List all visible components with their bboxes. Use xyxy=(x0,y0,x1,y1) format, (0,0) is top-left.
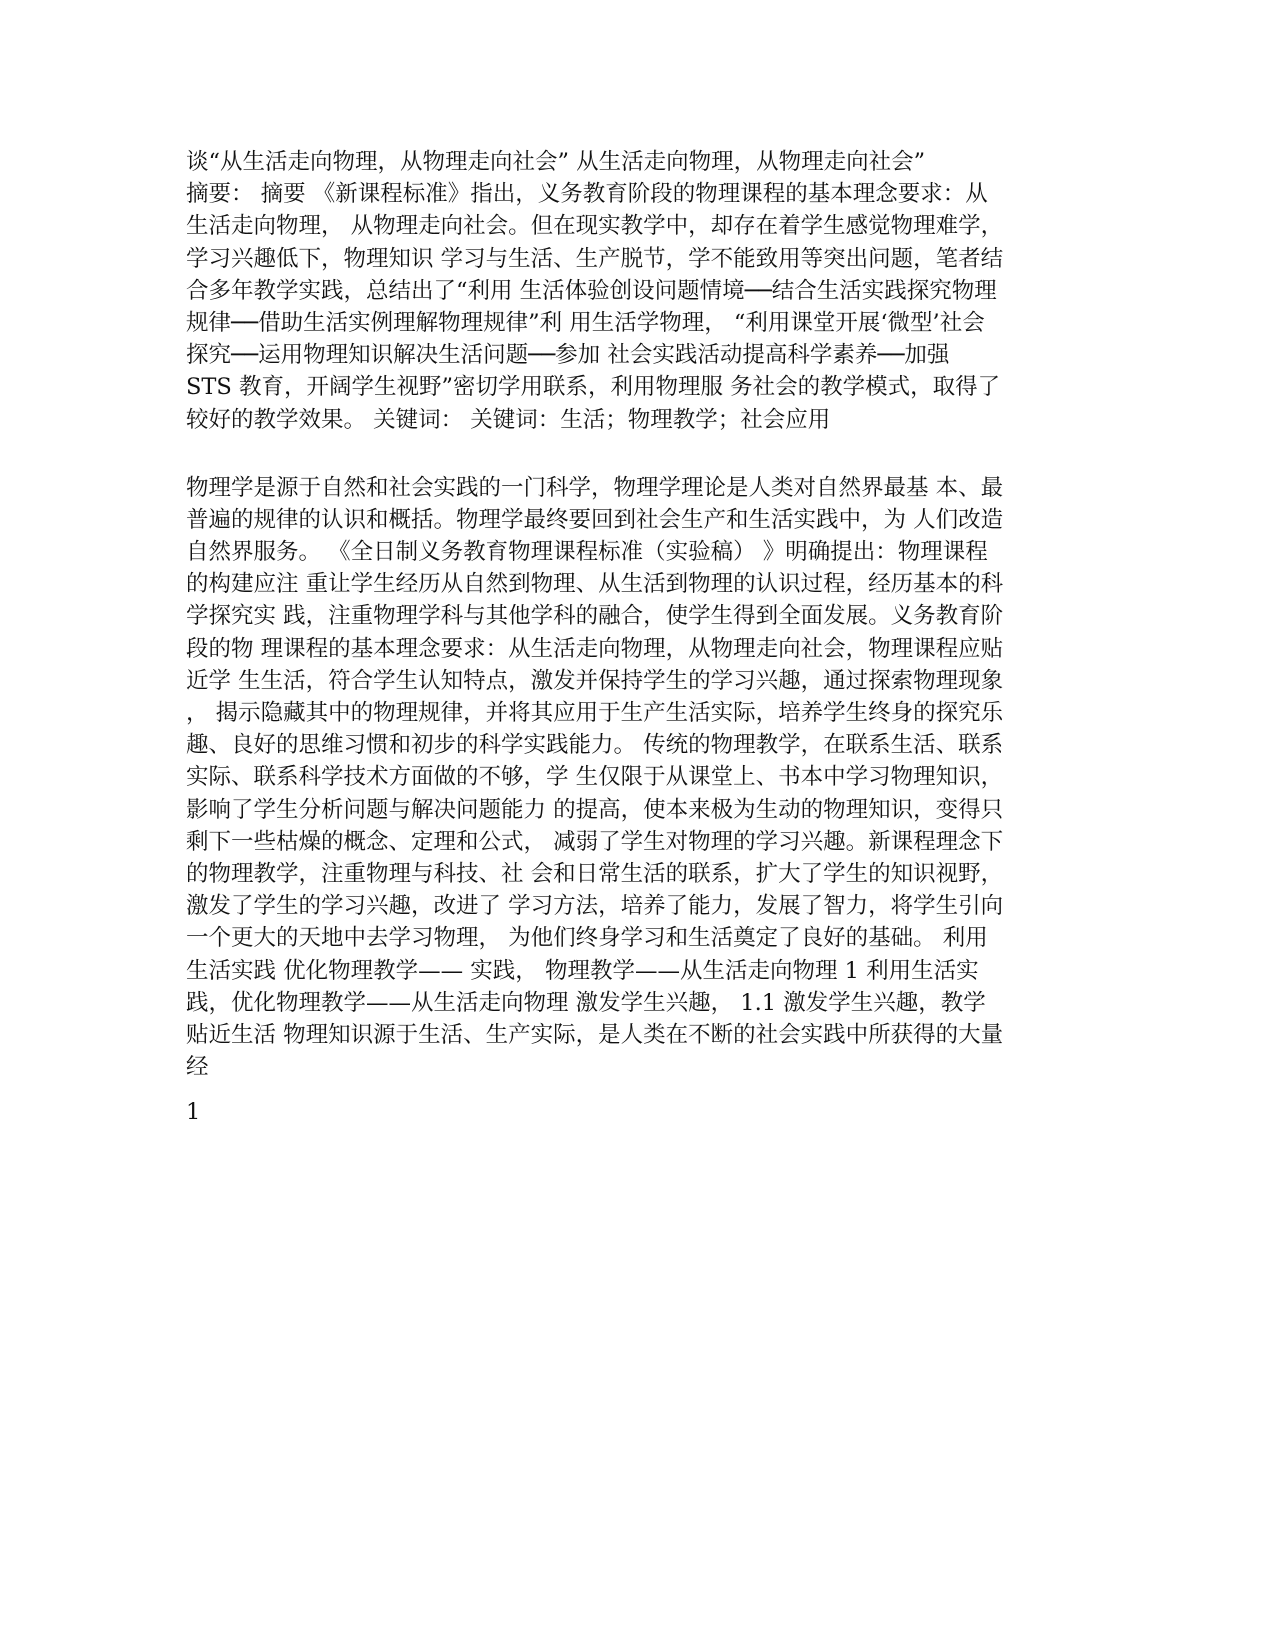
text-line: 的物理教学，注重物理与科技、社 会和日常生活的联系，扩大了学生的知识视野， xyxy=(186,860,1004,887)
text-line: ， 揭示隐藏其中的物理规律，并将其应用于生产生活实际，培养学生终身的探究乐 xyxy=(186,700,1004,726)
text-line: 近学 生生活，符合学生认知特点，激发并保持学生的学习兴趣，通过探索物理现象 xyxy=(186,667,1004,694)
text-line: 普遍的规律的认识和概括。物理学最终要回到社会生产和生活实践中，为 人们改造 xyxy=(186,506,1004,533)
text-line: 一个更大的天地中去学习物理， 为他们终身学习和生活奠定了良好的基础。 利用 xyxy=(186,925,988,952)
title-line xyxy=(186,146,1086,178)
text-line: 经 xyxy=(186,1054,209,1081)
text-line: 趣、良好的思维习惯和初步的科学实践能力。 传统的物理教学，在联系生活、联系 xyxy=(186,732,1004,759)
text-line: 段的物 理课程的基本理念要求：从生活走向物理，从物理走向社会，物理课程应贴 xyxy=(186,635,1004,662)
text-line: 物理学是源于自然和社会实践的一门科学，物理学理论是人类对自然界最基 本、最 xyxy=(186,474,1004,501)
text-line: 践，优化物理教学——从生活走向物理 激发学生兴趣， 1.1 激发学生兴趣，教学 xyxy=(186,989,986,1016)
page-number: 1 xyxy=(186,1099,201,1125)
body-paragraph xyxy=(186,472,1086,1084)
text-line: 学探究实 践，注重物理学科与其他学科的融合，使学生得到全面发展。义务教育阶 xyxy=(186,603,1004,630)
text-line: 影响了学生分析问题与解决问题能力 的提高，使本来极为生动的物理知识，变得只 xyxy=(186,796,1004,823)
text-line: 贴近生活 物理知识源于生活、生产实际，是人类在不断的社会实践中所获得的大量 xyxy=(186,1021,1004,1048)
text-line: 谈“从生活走向物理，从物理走向社会” 从生活走向物理，从物理走向社会” xyxy=(186,149,926,175)
text-line: 生活实践 优化物理教学—— 实践， 物理教学——从生活走向物理 1 利用生活实 xyxy=(186,957,979,984)
text-line: 学习兴趣低下，物理知识 学习与生活、生产脱节，学不能致用等突出问题，笔者结 xyxy=(186,245,1004,272)
text-line: 的构建应注 重让学生经历从自然到物理、从生活到物理的认识过程，经历基本的科 xyxy=(186,571,1004,598)
text-line: 合多年教学实践，总结出了“利用 生活体验创设问题情境──结合生活实践探究物理 xyxy=(186,277,997,304)
text-line: 规律──借助生活实例理解物理规律”利 用生活学物理， “利用课堂开展‘微型’社会 xyxy=(186,309,985,336)
text-line: 较好的教学效果。 关键词： 关键词：生活；物理教学；社会应用 xyxy=(186,406,831,433)
text-line: 自然界服务。 《全日制义务教育物理课程标准（实验稿） 》明确提出：物理课程 xyxy=(186,539,988,566)
text-line: 实际、联系科学技术方面做的不够，学 生仅限于从课堂上、书本中学习物理知识， xyxy=(186,764,1004,791)
paragraph-gap xyxy=(186,436,1086,472)
abstract-paragraph xyxy=(186,178,1086,436)
text-line: 剩下一些枯燥的概念、定理和公式， 减弱了学生对物理的学习兴趣。新课程理念下 xyxy=(186,828,1004,855)
text-line: 生活走向物理， 从物理走向社会。但在现实教学中，却存在着学生感觉物理难学， xyxy=(186,213,1004,240)
document-page xyxy=(186,146,1086,1083)
text-line: STS 教育，开阔学生视野”密切学用联系，利用物理服 务社会的教学模式，取得了 xyxy=(186,374,1001,401)
text-line: 摘要： 摘要 《新课程标准》指出，义务教育阶段的物理课程的基本理念要求：从 xyxy=(186,181,988,208)
text-line: 激发了学生的学习兴趣，改进了 学习方法，培养了能力，发展了智力，将学生引向 xyxy=(186,893,1004,920)
text-line: 探究──运用物理知识解决生活问题──参加 社会实践活动提高科学素养──加强 xyxy=(186,342,950,369)
